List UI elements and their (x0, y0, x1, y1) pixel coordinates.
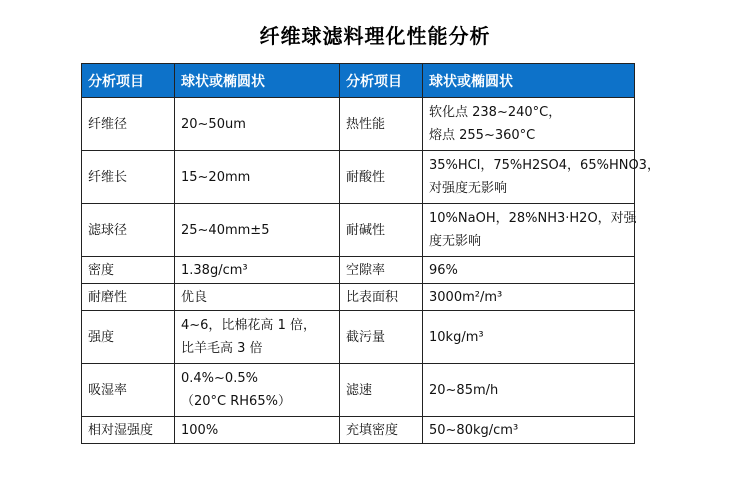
value-line: 35%HCl，75%H2SO4，65%HNO3， (429, 158, 660, 173)
table-header-row (82, 64, 635, 98)
table-row (82, 257, 635, 284)
value-line: 50~80kg/cm³ (429, 422, 519, 438)
row-label: 比表面积 (340, 284, 423, 311)
row-label: 密度 (82, 257, 175, 284)
header-shape-2: 球状或椭圆状 (423, 64, 635, 98)
row-label: 充填密度 (340, 417, 423, 444)
row-label: 纤维径 (82, 98, 175, 151)
value-line: 20~85m/h (429, 382, 499, 398)
row-value (423, 364, 635, 417)
table-row (82, 151, 635, 204)
value-line: 度无影响 (429, 234, 482, 249)
row-value (175, 151, 340, 204)
row-label: 纤维长 (82, 151, 175, 204)
value-line: 10kg/m³ (429, 329, 484, 345)
value-line: 熔点 255~360°C (429, 128, 536, 143)
table-row (82, 98, 635, 151)
page-title: 纤维球滤料理化性能分析 (259, 24, 491, 48)
row-value (423, 311, 635, 364)
header-analysis-item-2: 分析项目 (340, 64, 423, 98)
value-line: 软化点 238~240°C， (429, 105, 562, 120)
properties-table (81, 63, 660, 444)
row-value (423, 151, 660, 204)
value-line: 对强度无影响 (429, 181, 508, 196)
row-label: 热性能 (340, 98, 423, 151)
value-line: （20°C RH65%） (181, 394, 291, 409)
row-value (423, 98, 635, 151)
row-label: 截污量 (340, 311, 423, 364)
row-value (175, 98, 340, 151)
table-row (82, 364, 635, 417)
row-label: 耐酸性 (340, 151, 423, 204)
table-row (82, 417, 635, 444)
table-row (82, 284, 635, 311)
table-row (82, 204, 635, 257)
row-label: 相对湿强度 (82, 417, 175, 444)
row-label: 吸湿率 (82, 364, 175, 417)
value-line: 1.38g/cm³ (181, 262, 248, 278)
table-row (82, 311, 635, 364)
row-value (175, 204, 340, 257)
row-label: 耐碱性 (340, 204, 423, 257)
value-line: 10%NaOH，28%NH3·H2O，对强 (429, 211, 637, 226)
header-analysis-item: 分析项目 (82, 64, 175, 98)
row-value (175, 364, 340, 417)
row-value (423, 204, 635, 257)
value-line: 4~6，比棉花高 1 倍， (181, 318, 316, 333)
value-line: 96% (429, 262, 458, 278)
header-shape: 球状或椭圆状 (175, 64, 340, 98)
value-line: 15~20mm (181, 169, 251, 185)
value-line: 优良 (181, 289, 208, 305)
row-label: 空隙率 (340, 257, 423, 284)
row-value (423, 284, 635, 311)
row-label: 耐磨性 (82, 284, 175, 311)
row-value (423, 257, 635, 284)
row-label: 滤球径 (82, 204, 175, 257)
value-line: 比羊毛高 3 倍 (181, 341, 263, 356)
value-line: 3000m²/m³ (429, 289, 503, 305)
row-value (175, 284, 340, 311)
row-value (175, 311, 340, 364)
value-line: 20~50um (181, 116, 246, 132)
value-line: 25~40mm±5 (181, 222, 270, 238)
value-line: 0.4%~0.5% (181, 371, 258, 386)
row-value (175, 417, 340, 444)
row-value (423, 417, 635, 444)
row-value (175, 257, 340, 284)
value-line: 100% (181, 422, 219, 438)
row-label: 强度 (82, 311, 175, 364)
row-label: 滤速 (340, 364, 423, 417)
